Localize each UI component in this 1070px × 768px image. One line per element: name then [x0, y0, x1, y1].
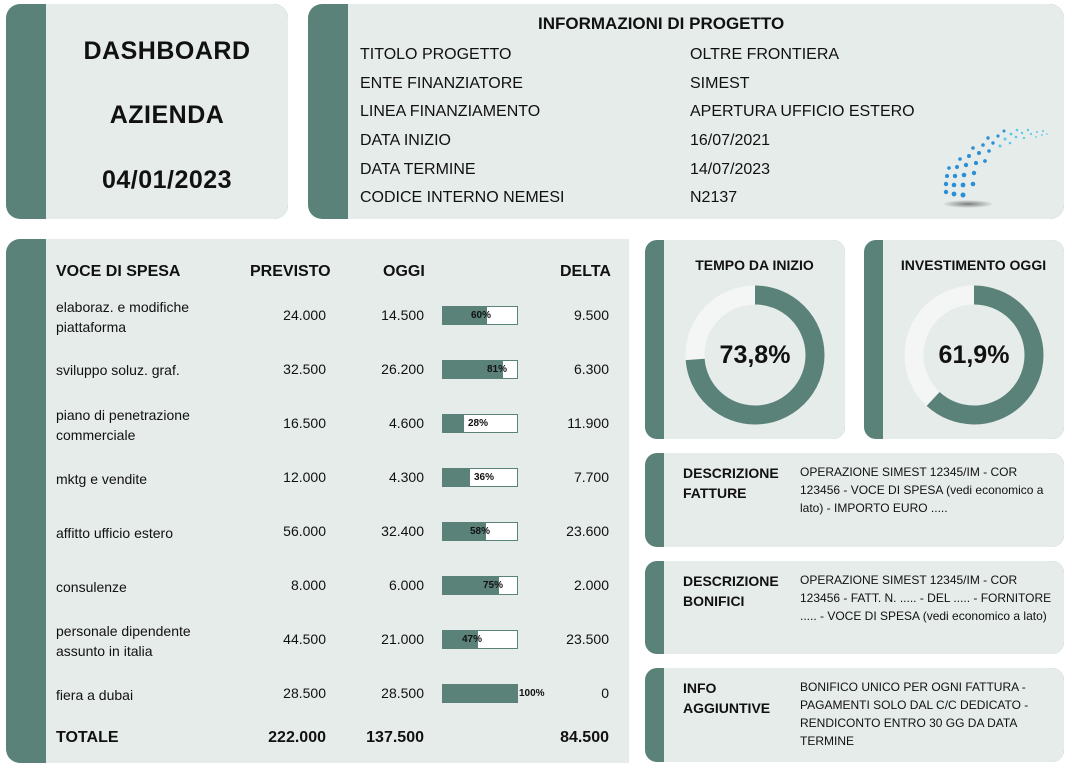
expense-oggi: 6.000 — [388, 577, 424, 593]
dashboard-title-line2: AZIENDA — [109, 101, 225, 129]
progress-bar-label: 28% — [468, 418, 489, 429]
kpi-tempo-card — [645, 240, 845, 439]
total-oggi: 137.500 — [366, 729, 424, 746]
progress-bar — [442, 468, 518, 487]
expense-delta: 9.500 — [573, 307, 609, 323]
expense-label: fiera a dubai — [56, 687, 134, 703]
expense-oggi: 26.200 — [381, 361, 424, 377]
progress-bar — [442, 684, 545, 703]
note-info-text: BONIFICO UNICO PER OGNI FATTURA - PAGAMENTI SOLO DAL C/C DEDICATO - RENDICONTO ENTRO 30 GG DA DATA TERMINE — [800, 680, 1029, 748]
progress-bar — [442, 522, 518, 541]
expense-label: mktg e vendite — [56, 471, 148, 487]
info-value-titolo: OLTRE FRONTIERA — [690, 46, 840, 63]
expense-delta: 2.000 — [573, 577, 609, 593]
progress-bar-label: 75% — [483, 580, 504, 591]
expense-label: elaboraz. e modifiche piattaforma — [56, 299, 190, 335]
expenses-card — [6, 239, 629, 763]
expense-label: sviluppo soluz. graf. — [56, 362, 180, 378]
expense-delta: 6.300 — [573, 361, 609, 377]
info-label-titolo: TITOLO PROGETTO — [360, 46, 512, 63]
expense-previsto: 8.000 — [290, 577, 326, 593]
expense-previsto: 32.500 — [283, 361, 326, 377]
progress-bar — [442, 306, 518, 325]
total-delta: 84.500 — [560, 729, 609, 746]
expense-oggi: 4.300 — [388, 469, 424, 485]
kpi-investimento-value: 61,9% — [938, 341, 1010, 369]
info-label-linea: LINEA FINANZIAMENTO — [360, 103, 541, 120]
expense-previsto: 44.500 — [283, 631, 326, 647]
progress-bar-label: 58% — [470, 526, 491, 537]
total-previsto: 222.000 — [268, 729, 326, 746]
progress-bar-label: 36% — [474, 472, 495, 483]
progress-bar-label: 100% — [519, 688, 545, 699]
header-voce: VOCE DI SPESA — [56, 263, 181, 280]
info-value-data-inizio: 16/07/2021 — [690, 132, 771, 149]
note-info-label: INFO AGGIUNTIVE — [683, 680, 771, 716]
expense-oggi: 28.500 — [381, 685, 424, 701]
note-bonifici-card — [645, 561, 1064, 654]
logo-icon — [936, 122, 1052, 212]
dashboard-title-card — [6, 4, 288, 219]
progress-bar-fill — [443, 415, 464, 432]
expense-previsto: 28.500 — [283, 685, 326, 701]
info-value-ente: SIMEST — [690, 75, 750, 92]
progress-bar — [442, 630, 518, 649]
expense-delta: 11.900 — [567, 415, 609, 431]
expense-previsto: 16.500 — [283, 415, 326, 431]
expense-oggi: 14.500 — [381, 307, 424, 323]
kpi-investimento-card — [864, 240, 1064, 439]
dashboard-title-line1: DASHBOARD — [83, 37, 251, 65]
expense-label: consulenze — [56, 579, 127, 595]
note-fatture-text: OPERAZIONE SIMEST 12345/IM - COR 123456 - VOCE DI SPESA (vedi economico a lato) - IMPORTO EURO ..... — [800, 465, 1044, 515]
expense-previsto: 56.000 — [283, 523, 326, 539]
kpi-tempo-value: 73,8% — [719, 341, 791, 369]
kpi-investimento-title: INVESTIMENTO OGGI — [900, 257, 1047, 273]
expense-oggi: 21.000 — [381, 631, 424, 647]
header-oggi: OGGI — [383, 263, 425, 280]
progress-bar-label: 81% — [487, 364, 508, 375]
progress-bar — [442, 414, 518, 433]
info-label-data-inizio: DATA INIZIO — [360, 132, 451, 149]
expense-previsto: 24.000 — [283, 307, 326, 323]
dashboard-date: 04/01/2023 — [101, 166, 233, 194]
expense-label: piano di penetrazione commerciale — [56, 407, 190, 443]
note-fatture-card — [645, 453, 1064, 547]
progress-bar-label: 60% — [471, 310, 492, 321]
expense-label: affitto ufficio estero — [56, 525, 173, 541]
expense-delta: 0 — [601, 685, 609, 701]
note-fatture-label: DESCRIZIONE FATTURE — [683, 465, 779, 501]
info-value-data-termine: 14/07/2023 — [690, 161, 771, 178]
info-value-linea: APERTURA UFFICIO ESTERO — [690, 103, 915, 120]
header-previsto: PREVISTO — [250, 263, 331, 280]
progress-bar — [442, 576, 518, 595]
expense-label: personale dipendente assunto in italia — [56, 623, 191, 659]
kpi-tempo-title: TEMPO DA INIZIO — [695, 257, 814, 273]
note-bonifici-text: OPERAZIONE SIMEST 12345/IM - COR 123456 - FATT. N. ..... - DEL ..... - FORNITORE ..... - VOCE DI SPESA (vedi economico a lato) — [800, 573, 1052, 623]
project-info-card — [308, 4, 1064, 219]
expense-delta: 23.500 — [566, 631, 609, 647]
expense-previsto: 12.000 — [283, 469, 326, 485]
header-delta: DELTA — [560, 263, 611, 280]
info-label-ente: ENTE FINANZIATORE — [360, 75, 523, 92]
note-info-card — [645, 668, 1064, 762]
project-info-heading: INFORMAZIONI DI PROGETTO — [538, 14, 785, 33]
expense-delta: 23.600 — [566, 523, 609, 539]
progress-bar-fill — [443, 469, 470, 486]
info-label-codice: CODICE INTERNO NEMESI — [360, 189, 565, 206]
info-label-data-termine: DATA TERMINE — [360, 161, 476, 178]
note-bonifici-label: DESCRIZIONE BONIFICI — [683, 573, 779, 609]
total-label: TOTALE — [56, 729, 119, 746]
expense-delta: 7.700 — [573, 469, 609, 485]
expense-oggi: 32.400 — [381, 523, 424, 539]
expense-oggi: 4.600 — [388, 415, 424, 431]
info-value-codice: N2137 — [690, 189, 738, 206]
progress-bar-label: 47% — [462, 634, 483, 645]
progress-bar-fill — [443, 685, 517, 702]
progress-bar — [442, 360, 518, 379]
